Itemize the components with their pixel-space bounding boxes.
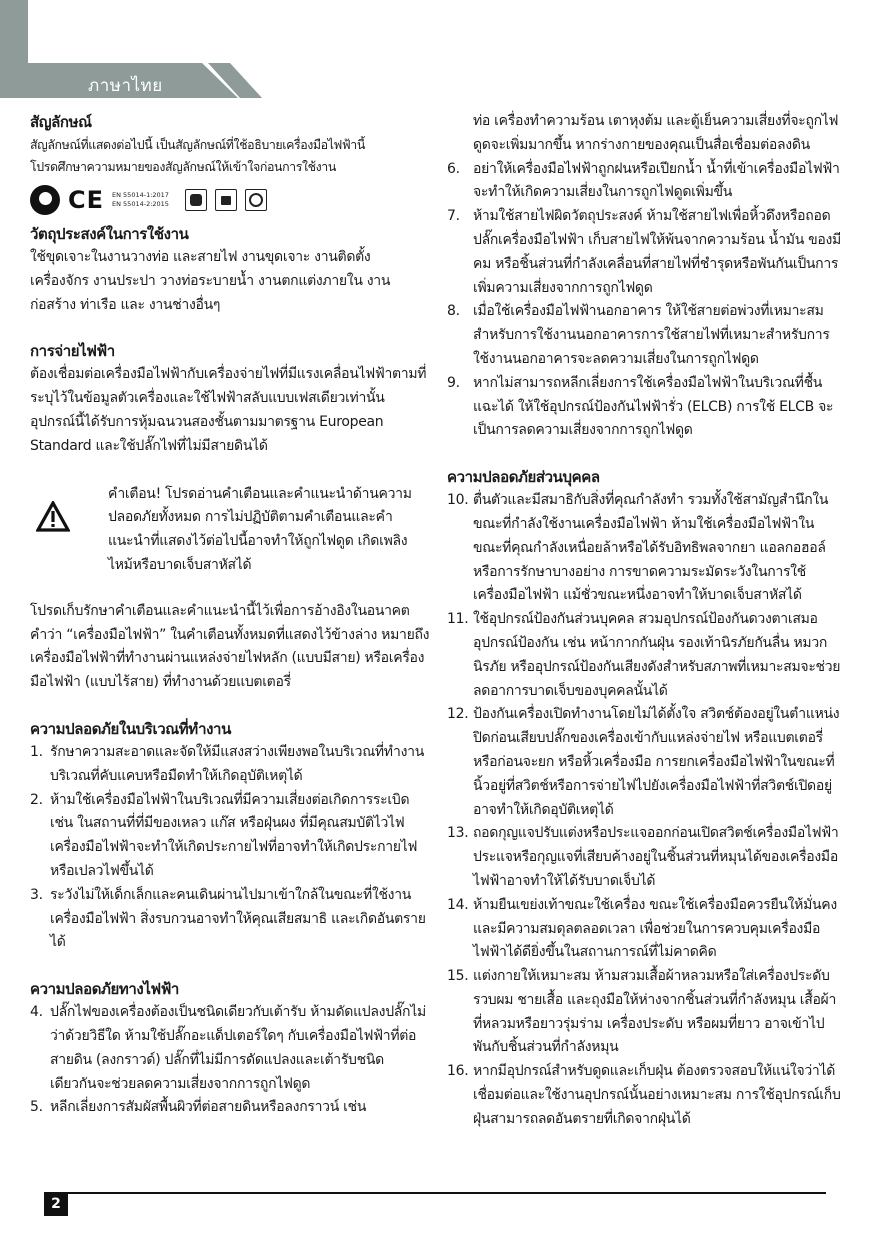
power-supply-text: ต้องเชื่อมต่อเครื่องมือไฟฟ้ากับเครื่องจ่ายไฟที่มีแรงเคลื่อนไฟฟ้าตามที่ระบุไว้ในข้อมูลตัวเครื่องและใช้ไฟฟ้าสลับแบบเฟสเดียวเท่านั้น อุปกรณ์นี้ได้รับการหุ้มฉนวนสองชั้นตามมาตรฐาน European Standard และใช้ปลั๊กไฟที่ไม่มีสายดินได้ (30, 366, 427, 454)
right-column (447, 110, 841, 1132)
standards-text (112, 191, 169, 209)
list-item: 14. ห้ามยืนเขย่งเท้าขณะใช้เครื่อง ขณะใช้เครื่องมือควรยืนให้มั่นคงและมีความสมดุลตลอดเวลา เพื่อช่วยในการควบคุมเครื่องมือไฟฟ้าได้ดียิ่งขึ้นในสถานการณ์ที่ไม่คาดคิด (447, 896, 837, 961)
standard-2: EN 55014-2:2015 (112, 200, 169, 208)
symbols-heading: สัญลักษณ์ (30, 113, 92, 131)
list-item: 13. ถอดกุญแจปรับแต่งหรือประแจออกก่อนเปิดสวิตช์เครื่องมือไฟฟ้า ประแจหรือกุญแจที่เสียบค้างอยู่ในชิ้นส่วนที่หมุนได้ของเครื่องมือไฟฟ้าอาจทำให้ได้รับบาดเจ็บได้ (447, 825, 839, 889)
standard-1: EN 55014-1:2017 (112, 191, 169, 199)
electrical-safety-heading: ความปลอดภัยทางไฟฟ้า (30, 980, 179, 999)
list-item: 7. ห้ามใช้สายไฟผิดวัตถุประสงค์ ห้ามใช้สายไฟเพื่อหิ้วดึงหรือถอดปลั๊กเครื่องมือไฟฟ้า เก็บสายไฟให้พ้นจากความร้อน น้ำมัน ของมีคม หรือชิ้นส่วนที่กำลังเคลื่อนที่สายไฟที่ชำรุดหรือพันกันเป็นการเพิ่มความเสี่ยงจากการถูกไฟดูด (447, 208, 841, 296)
left-column (30, 110, 430, 1120)
list-item: 10. ตื่นตัวและมีสมาธิกับสิ่งที่คุณกำลังทำ รวมทั้งใช้สามัญสำนึกในขณะที่กำลังใช้งานเครื่องมือไฟฟ้า ห้ามใช้เครื่องมือไฟฟ้าในขณะที่คุณกำลังเหนื่อยล้าหรือได้รับอิทธิพลจากยา แอลกอฮอล์ หรือการรักษาบางอย่าง การขาดความระมัดระวังในการใช้เครื่องมือไฟฟ้า แม้ชั่วขณะหนึ่งอาจทำให้บาดเจ็บสาหัสได้ (447, 492, 829, 604)
read-manual-icon (30, 185, 60, 215)
list-item: 16. หากมีอุปกรณ์สำหรับดูดและเก็บฝุ่น ต้องตรวจสอบให้แน่ใจว่าได้เชื่อมต่อและใช้งานอุปกรณ์นั้นอย่างเหมาะสม การใช้อุปกรณ์เก็บฝุ่นสามารถลดอันตรายที่เกิดจากฝุ่นได้ (447, 1063, 841, 1127)
tuv-certification-icon (185, 189, 207, 211)
electrical-safety-list-right (447, 158, 841, 444)
list-item-continuation: ท่อ เครื่องทำความร้อน เตาหุงต้ม และตู้เย็นความเสี่ยงที่จะถูกไฟดูดจะเพิ่มมากขึ้น หากร่างกายของคุณเป็นสื่อเชื่อมต่อลงดิน (473, 113, 839, 153)
voltage-icon (215, 189, 237, 211)
keep-instructions-text: โปรดเก็บรักษาคำเตือนและคำแนะนำนี้ไว้เพื่อการอ้างอิงในอนาคต คำว่า “เครื่องมือไฟฟ้า” ในคำเตือนทั้งหมดที่แสดงไว้ข้างล่าง หมายถึง เครื่องมือไฟฟ้าที่ทำงานผ่านแหล่งจ่ายไฟหลัก (แบบมีสาย) หรือเครื่องมือไฟฟ้า (แบบไร้สาย) ที่ทำงานด้วยแบตเตอรี่ (30, 602, 430, 691)
power-supply-heading: การจ่ายไฟฟ้า (30, 342, 115, 361)
list-item: 2. ห้ามใช้เครื่องมือไฟฟ้าในบริเวณที่มีความเสี่ยงต่อเกิดการระเบิด เช่น ในสถานที่ที่มีของเหลว แก๊ส หรือฝุ่นผง ที่มีคุณสมบัติไวไฟเครื่องมือไฟฟ้าจะทำให้เกิดประกายไฟที่อาจทำให้เกิดประกายไฟหรือเปลวไฟขึ้นได้ (30, 791, 418, 879)
work-area-safety-heading: ความปลอดภัยในบริเวณที่ทำงาน (30, 719, 231, 738)
footer-rule (63, 1192, 826, 1194)
list-item: 4. ปลั๊กไฟของเครื่องต้องเป็นชนิดเดียวกับเต้ารับ ห้ามดัดแปลงปลั๊กไม่ว่าด้วยวิธีใด ห้ามใช้ปลั๊กอะแด็ปเตอร์ใดๆ กับเครื่องมือไฟฟ้าที่ต่อสายดิน (ลงกราวด์) ปลั๊กที่ไม่มีการดัดแปลงและเต้ารับชนิดเดียวกันจะช่วยลดความเสี่ยงจากการถูกไฟดูด (30, 1004, 426, 1092)
ce-mark-icon: CE (68, 186, 105, 214)
intended-use-heading: วัตถุประสงค์ในการใช้งาน (30, 225, 189, 243)
rpm-icon (245, 189, 267, 211)
electrical-safety-list-left (30, 1001, 430, 1120)
warning-triangle-icon (30, 483, 108, 537)
symbols-row (30, 184, 430, 216)
work-area-safety-list (30, 741, 430, 955)
language-label: ภาษาไทย (88, 76, 163, 96)
list-item: 1. รักษาความสะอาดและจัดให้มีแสงสว่างเพียงพอในบริเวณที่ทำงาน บริเวณที่คับแคบหรือมืดทำให้เกิดอุบัติเหตุได้ (30, 743, 424, 784)
page-number: 2 (44, 1192, 68, 1216)
intended-use-text: ใช้ขุดเจาะในงานวางท่อ และสายไฟ งานขุดเจาะ งานติดตั้ง เครื่องจักร งานประปา วางท่อระบายน้ำ งานตกแต่งภายใน งานก่อสร้าง ท่าเรือ และ งานช่างอื่นๆ (30, 249, 391, 313)
warning-text: คำเตือน! โปรดอ่านคำเตือนและคำแนะนำด้านความปลอดภัยทั้งหมด การไม่ปฏิบัติตามคำเตือนและคำแนะนำที่แสดงไว้ต่อไปนี้อาจทำให้ถูกไฟดูด เกิดเพลิงไหม้หรือบาดเจ็บสาหัสได้ (108, 485, 412, 573)
list-item: 6. อย่าให้เครื่องมือไฟฟ้าถูกฝนหรือเปียกน้ำ น้ำที่เข้าเครื่องมือไฟฟ้า จะทำให้เกิดความเสี่ยงในการถูกไฟดูดเพิ่มขึ้น (447, 160, 840, 201)
warning-block (30, 483, 430, 578)
personal-safety-heading: ความปลอดภัยส่วนบุคคล (447, 468, 600, 487)
list-item: 9. หากไม่สามารถหลีกเลี่ยงการใช้เครื่องมือไฟฟ้าในบริเวณที่ชื้นแฉะได้ ให้ใช้อุปกรณ์ป้องกันไฟฟ้ารั่ว (ELCB) การใช้ ELCB จะเป็นการลดความเสี่ยงจากการถูกไฟดูด (447, 374, 834, 439)
symbols-description-line-2: โปรดศึกษาความหมายของสัญลักษณ์ให้เข้าใจก่อนการใช้งาน (30, 159, 336, 174)
header-band (0, 0, 260, 98)
list-item: 12. ป้องกันเครื่องเปิดทำงานโดยไม่ได้ตั้งใจ สวิตช์ต้องอยู่ในตำแหน่งปิดก่อนเสียบปลั๊กของเครื่องเข้ากับแหล่งจ่ายไฟ หรือแบตเตอรี่ หรือก่อนจะยก หรือหิ้วเครื่องมือ การยกเครื่องมือไฟฟ้าในขณะที่นิ้วอยู่ที่สวิตช์หรือการจ่ายไฟไปยังเครื่องมือไฟฟ้าที่สวิตช์เปิดอยู่ อาจทำให้เกิดอุบัติเหตุได้ (447, 706, 840, 818)
personal-safety-list (447, 489, 841, 1132)
list-item: 8. เมื่อใช้เครื่องมือไฟฟ้านอกอาคาร ให้ใช้สายต่อพ่วงที่เหมาะสมสำหรับการใช้งานนอกอาคารการใช้สายไฟที่เหมาะสำหรับการใช้งานนอกอาคารจะลดความเสี่ยงในการถูกไฟดูด (447, 303, 830, 367)
list-item: 15. แต่งกายให้เหมาะสม ห้ามสวมเสื้อผ้าหลวมหรือใส่เครื่องประดับ รวบผม ชายเสื้อ และถุงมือให้ห่างจากชิ้นส่วนที่กำลังหมุน เสื้อผ้าที่หลวมหรือยาวรุ่มร่าม เครื่องประดับ หรือผมที่ยาว อาจเข้าไปพันกับชิ้นส่วนที่กำลังหมุน (447, 968, 837, 1056)
list-item: 11. ใช้อุปกรณ์ป้องกันส่วนบุคคล สวมอุปกรณ์ป้องกันดวงตาเสมอ อุปกรณ์ป้องกัน เช่น หน้ากากกันฝุ่น รองเท้านิรภัยกันลื่น หมวกนิรภัย หรืออุปกรณ์ป้องกันเสียงดังสำหรับสภาพที่เหมาะสมจะช่วยลดอาการบาดเจ็บของบุคคลนั้นได้ (447, 611, 841, 699)
list-item: 3. ระวังไม่ให้เด็กเล็กและคนเดินผ่านไปมาเข้าใกล้ในขณะที่ใช้งานเครื่องมือไฟฟ้า สิ่งรบกวนอาจทำให้คุณเสียสมาธิ และเกิดอันตรายได้ (30, 886, 426, 951)
list-item: 5. หลีกเลี่ยงการสัมผัสพื้นผิวที่ต่อสายดินหรือลงกราวน์ เช่น (30, 1099, 367, 1116)
symbols-description-line-1: สัญลักษณ์ที่แสดงต่อไปนี้ เป็นสัญลักษณ์ที่ใช้อธิบายเครื่องมือไฟฟ้านี้ (30, 137, 365, 152)
